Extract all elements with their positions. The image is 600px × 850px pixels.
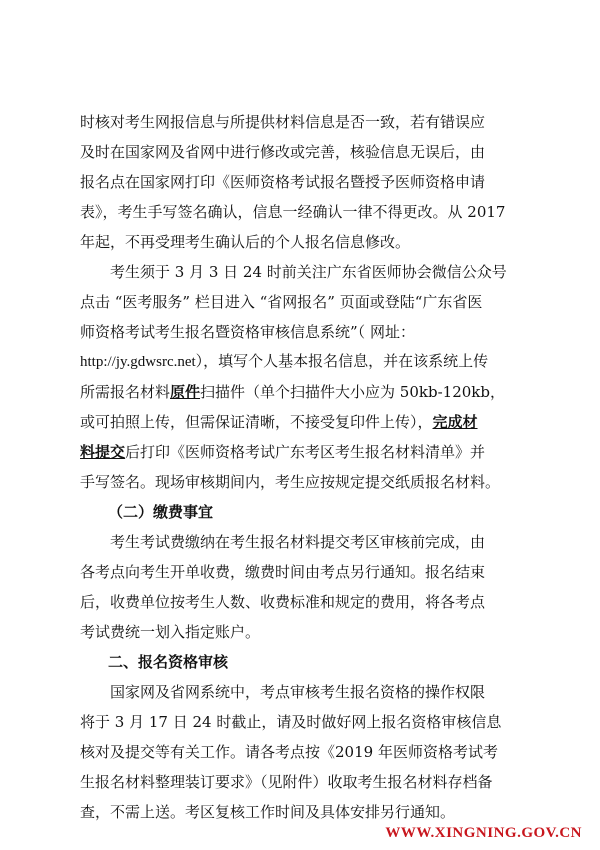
paragraph-4-line-3 [80, 737, 520, 767]
subheading-text: （二）缴费事宜 [108, 503, 214, 521]
paragraph-2-line-5 [80, 377, 520, 407]
text-line: 年起，不再受理考生确认后的个人报名信息修改。 [80, 233, 411, 251]
paragraph-4-line-2 [80, 707, 520, 737]
text-line: 及时在国家网及省网中进行修改或完善，核验信息无误后，由 [80, 143, 486, 161]
text-line: 手写签名。现场审核期间内，考生应按规定提交纸质报名材料。 [80, 473, 501, 491]
text-line: 后，收费单位按考生人数、收费标准和规定的费用，将各考点 [80, 593, 486, 611]
paragraph-2-line-6 [80, 407, 520, 437]
paragraph-1-line-3 [80, 167, 520, 197]
subheading-fee [80, 497, 520, 527]
paragraph-1-line-2 [80, 137, 520, 167]
paragraph-2-line-4 [80, 347, 520, 377]
text-line: 各考点向考生开单收费，缴费时间由考点另行通知。报名结束 [80, 563, 486, 581]
text-line: 表》，考生手写签名确认，信息一经确认一律不得更改。从 2017 [80, 203, 506, 221]
text-segment: 或可拍照上传，但需保证清晰，不接受复印件上传）， [80, 413, 433, 431]
paragraph-4-line-4 [80, 767, 520, 797]
text-line: 考生考试费缴纳在考生报名材料提交考区审核前完成，由 [110, 533, 486, 551]
text-line: http://jy.gdwsrc.net），填写个人基本报名信息，并在该系统上传 [80, 354, 489, 370]
text-segment: 扫描件（单个扫描件大小应为 50kb-120kb， [200, 383, 505, 401]
heading-review [80, 647, 520, 677]
text-line: 查，不需上送。考区复核工作时间及具体安排另行通知。 [80, 803, 456, 821]
text-line: 师资格考试考生报名暨资格审核信息系统”（ 网址： [80, 323, 415, 341]
paragraph-3-line-2 [80, 557, 520, 587]
paragraph-1-line-5 [80, 227, 520, 257]
text-line: 时核对考生网报信息与所提供材料信息是否一致，若有错误应 [80, 113, 486, 131]
paragraph-1-line-1 [80, 107, 520, 137]
text-segment: 所需报名材料 [80, 383, 171, 401]
paragraph-4-line-5 [80, 797, 520, 827]
heading-text: 二、报名资格审核 [108, 653, 229, 671]
paragraph-2-line-7 [80, 437, 520, 467]
text-line: 国家网及省网系统中，考点审核考生报名资格的操作权限 [110, 683, 486, 701]
paragraph-3-line-3 [80, 587, 520, 617]
emphasis-original: 原件 [170, 383, 201, 401]
emphasis-submit: 料提交 [80, 443, 126, 461]
paragraph-1-line-4 [80, 197, 520, 227]
paragraph-2-line-3 [80, 317, 520, 347]
emphasis-complete-materials: 完成材 [432, 413, 478, 431]
paragraph-3-line-4 [80, 617, 520, 647]
text-line: 考生须于 3 月 3 日 24 时前关注广东省医师协会微信公众号 [110, 263, 507, 281]
text-line: 生报名材料整理装订要求》（见附件）收取考生报名材料存档备 [80, 773, 493, 791]
paragraph-2-line-1 [80, 257, 520, 287]
document-body [80, 107, 520, 827]
text-line: 核对及提交等有关工作。请各考点按《2019 年医师资格考试考 [80, 743, 498, 761]
paragraph-3-line-1 [80, 527, 520, 557]
paragraph-4-line-1 [80, 677, 520, 707]
site-watermark: WWW.XINGNING.GOV.CN [385, 825, 582, 841]
text-segment: 后打印《医师资格考试广东考区考生报名材料清单》并 [125, 443, 486, 461]
text-line: 点击 “医考服务” 栏目进入 “省网报名” 页面或登陆“广东省医 [80, 293, 483, 311]
paragraph-2-line-2 [80, 287, 520, 317]
text-line: 报名点在国家网打印《医师资格考试报名暨授予医师资格申请 [80, 173, 486, 191]
paragraph-2-line-8 [80, 467, 520, 497]
text-line: 考试费统一划入指定账户。 [80, 623, 261, 641]
text-line: 将于 3 月 17 日 24 时截止，请及时做好网上报名资格审核信息 [80, 713, 502, 731]
